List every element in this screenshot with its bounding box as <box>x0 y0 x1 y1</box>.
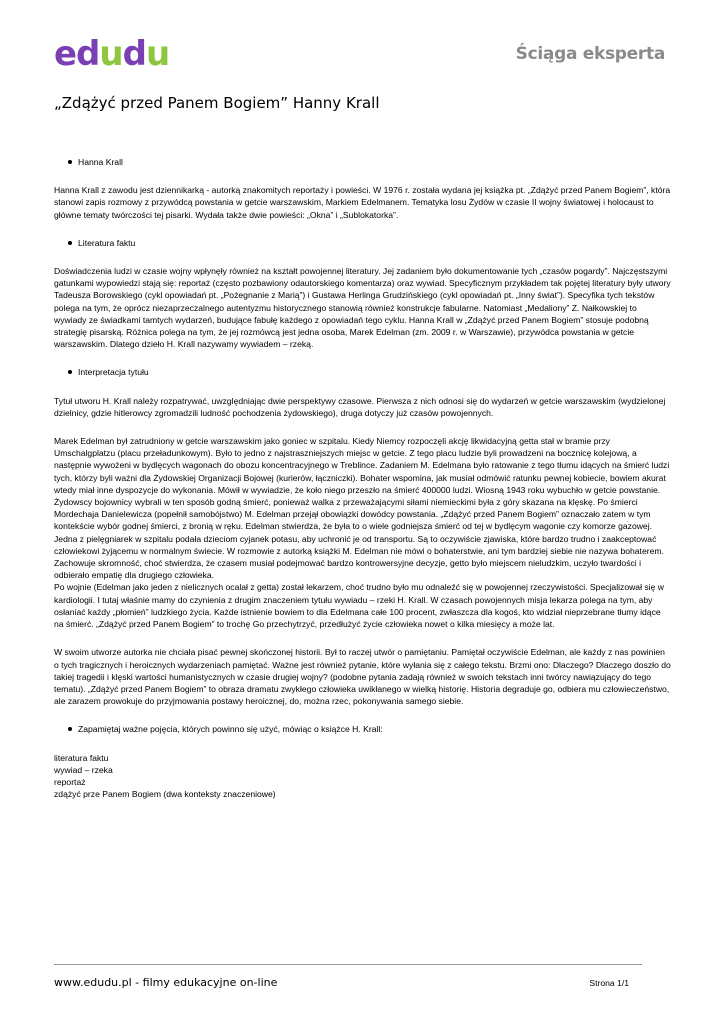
key-terms-list <box>54 752 671 801</box>
paragraph-author: Hanna Krall z zawodu jest dziennikarką - autorką znakomitych reportaży i powieści. W 1976 r. została wydana jej książka pt. „Zdążyć przed Panem Bogiem”, która stanowi zapis rozmowy z przywódcą powstania w getcie warszawskim, Markiem Edelmanem. Tematyka losu Żydów w czasie II wojny światowej i holocaust to główne tematy twórczości tej pisarki. Wydała także dwie powieści: „Okna” i „Sublokatorka”. <box>54 185 671 220</box>
page-number: Strona 1/1 <box>589 978 629 988</box>
list-item: reportaż <box>54 776 86 787</box>
document-body <box>54 156 671 800</box>
list-item: literatura faktu <box>54 752 109 763</box>
section-bullet-author: Hanna Krall <box>54 156 671 168</box>
list-item: wywiad – rzeka <box>54 764 113 775</box>
section-bullet-key-terms: Zapamiętaj ważne pojęcia, których powinno się użyć, mówiąc o książce H. Krall: <box>54 723 671 735</box>
paragraph-literature: Doświadczenia ludzi w czasie wojny wpłynęły również na kształt powojennej literatury. Jej zadaniem było dokumentowanie tych „czasów pogardy”. Najczęstszymi gatunkami wypowiedzi stają się: reportaż (często pozbawiony odautorskiego komentarza) oraz wywiad. Specyficznym przykładem tak pojętej literatury były utwory Tadeusza Borowskiego (cykl opowiadań pt. „Pożegnanie z Marią”) i Gustawa Herlinga Grudzińskiego (cykl opowiadań pt. „Inny świat”). Specyfika tych tekstów polega na tym, że oprócz niezaprzeczalnego autentyzmu historycznego stanowią również konstrukcje fabularne. Natomiast „Medaliony” Z. Nałkowskiej to wywiady ze świadkami tamtych wydarzeń, budujące fabułę każdego z opowiadań tego cyklu. Hanna Krall w „Zdążyć przed Panem Bogiem” stosuje podobną strategię pisarską. Różnica polega na tym, że jej rozmówcą jest jedna osoba, Marek Edelman (zm. 2009 r. w Warszawie), przywódca powstania w getcie warszawskim. Dlatego dzieło H. Krall nazywamy wywiadem – rzeką. <box>54 266 671 350</box>
paragraph-memory: W swoim utworze autorka nie chciała pisać pewnej skończonej historii. Był to raczej utwór o pamiętaniu. Pamiętał oczywiście Edelman, ale każdy z nas powinien o tych tragicznych i heroicznych wydarzeniach pamiętać. Ważne jest również pytanie, które wyłania się z całego tekstu. Brzmi ono: Dlaczego? Dlaczego doszło do takiej tragedii i klęski wartości humanistycznych w czasie drugiej wojny? (podobne pytania zadają również w swoich tekstach inni twórcy nawiązujący do tego tematu). „Zdążyć przed Panem Bogiem” to obraza dramatu zwykłego człowieka uwikłanego w wielką historię. Historia degraduje go, odbiera mu człowieczeństwo, ale zarazem prowokuje do przyjmowania postawy heroicznej, do, można rzec, pokonywania samego siebie. <box>54 647 671 707</box>
paragraph-postwar: Po wojnie (Edelman jako jeden z nielicznych ocalał z getta) został lekarzem, choć trudno było mu odnaleźć się w powojennej rzeczywistości. Specjalizował się w kardiologii. I tutaj właśnie mamy do czynienia z drugim znaczeniem tytułu wywiadu – rzeki H. Krall. W czasach powojennych misja lekarza polega na tym, aby osłaniać każdy „płomień” ludzkiego życia. Każde istnienie bowiem to dla Edelmana całe 100 procent, zwłaszcza dla kogoś, kto widział nieprzebrane tłumy idące na śmierć. „Zdążyć przed Panem Bogiem” to trochę Go przechytrzyć, przedłużyć życie człowieka nowet o kilka miesięcy a może lat. <box>54 582 664 630</box>
brand-tagline: Ściąga eksperta <box>515 44 665 64</box>
paragraph-ghetto: Marek Edelman był zatrudniony w getcie warszawskim jako goniec w szpitalu. Kiedy Niemcy rozpoczęli akcję likwidacyjną getta stał w bramie przy Umschalgplatzu (placu przeładunkowym). Było to jedno z najstraszniejszych miejsc w getcie. Z tego placu ludzie byli prowadzeni na bocznicę kolejową, a następnie wywożeni w bydlęcych wagonach do obozu koncentracyjnego w Treblince. Zadaniem M. Edelmana było ratowanie z tego tłumu idących na śmierć ludzi tych, którzy byli ważni dla Żydowskiej Organizacji Bojowej (kurierów, łączniczki). Bohater wspomina, jak musiał odmówić ratunku pewnej kobiecie, bowiem akurat wtedy miał inne dyspozycje do wykonania. Mówił w wywiadzie, że koło niego przeszło na śmierć 400000 ludzi. Wiosną 1943 roku wybuchło w getcie powstanie. Żydowscy bojownicy wybrali w ten sposób godną śmierć, ponieważ walka z przeważającymi siłami niemieckimi była z góry skazana na klęskę. Po śmierci Mordechaja Danielewicza (popełnił samobójstwo) M. Edelman przejął obowiązki dowódcy powstania. „Zdążyć przed Panem Bogiem” oznaczało zatem w tym kontekście wybór godnej śmierci, z bronią w ręku. Edelman stwierdza, że była to o wiele godniejsza śmierć od tej w bydlęcym wagonie czy komorze gazowej. Jedna z pielęgniarek w szpitalu podała dzieciom cyjanek potasu, aby uchronić je od transportu. Są to oczywiście zjawiska, które bardzo trudno i zaakceptować człowiekowi żyjącemu w normalnym świecie. W rozmowie z autorką książki M. Edelman nie mówi o bohaterstwie, ani tym bardziej siebie nie nazywa bohaterem. Zachowuje skromność, choć stwierdza, że czasem musiał podejmować bardzo kontrowersyjne decyzje, getto było miejscem nieludzkim, uczyło twardości i odbierało empatię dla drugiego człowieka. <box>54 436 670 581</box>
logo-wordmark: edudu <box>54 34 170 74</box>
section-bullet-literature: Literatura faktu <box>54 237 671 249</box>
list-item: zdążyć prze Panem Bogiem (dwa konteksty znaczeniowe) <box>54 789 276 800</box>
paragraph-perspectives: Tytuł utworu H. Krall należy rozpatrywać, uwzględniając dwie perspektywy czasowe. Pierwsza z nich odnosi się do wydarzeń w getcie warszawskim (wydzielonej dzielnicy, gdzie hitlerowcy zgromadzili ludność pochodzenia żydowskiego), druga dotyczy już czasów powojennych. <box>54 395 666 418</box>
footer-site-link[interactable]: www.edudu.pl - filmy edukacyjne on-line <box>54 976 278 989</box>
page-title: „Zdążyć przed Panem Bogiem” Hanny Krall <box>54 94 380 112</box>
footer-divider <box>54 964 642 965</box>
section-bullet-title-interpretation: Interpretacja tytułu <box>54 366 671 378</box>
edudu-logo[interactable] <box>54 34 188 74</box>
